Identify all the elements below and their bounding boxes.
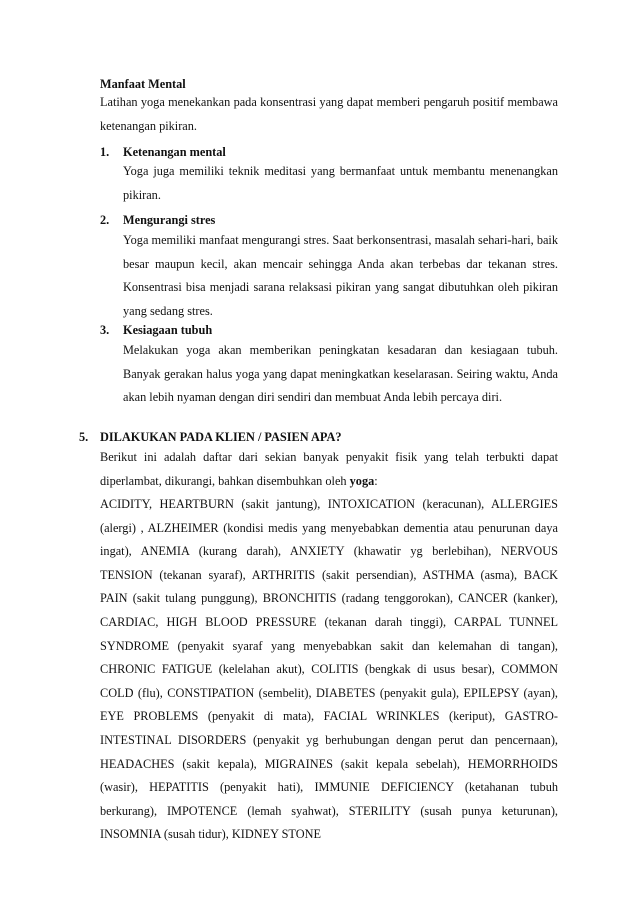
list-item-text-kesiagaan-tubuh: Melakukan yoga akan memberikan peningkatan kesadaran dan kesiagaan tubuh. Banyak gerakan halus yoga yang dapat meningkatkan keselarasan. Seiring waktu, Anda akan lebih nyaman dengan diri sendiri dan membuat Anda lebih percaya diri. — [123, 343, 558, 405]
list-item-title-kesiagaan-tubuh: Kesiagaan tubuh — [123, 323, 213, 337]
section-heading-manfaat-mental: Manfaat Mental — [100, 77, 186, 91]
disease-list-paragraph: ACIDITY, HEARTBURN (sakit jantung), INTOXICATION (keracunan), ALLERGIES (alergi) , ALZHEIMER (kondisi medis yang menyebabkan dementia atau penurunan daya ingat), ANEMIA (kurang darah), ANXIETY (khawatir yg berlebihan), NERVOUS TENSION (tekanan syaraf), ARTHRITIS (sakit persendian), ASTHMA (asma), BACK PAIN (sakit tulang punggung), BRONCHITIS (radang tenggorokan), CANCER (kanker), CARDIAC, HIGH BLOOD PRESSURE (tekanan darah tinggi), CARPAL TUNNEL SYNDROME (penyakit syaraf yang menyebabkan sakit dan kelemahan di tangan), CHRONIC FATIGUE (kelelahan akut), COLITIS (bengkak di usus besar), COMMON COLD (flu), CONSTIPATION (sembelit), DIABETES (penyakit gula), EPILEPSY (ayan), EYE PROBLEMS (penyakit di mata), FACIAL WRINKLES (keriput), GASTRO-INTESTINAL DISORDERS (penyakit yg berhubungan dengan perut dan pencernaan), HEADACHES (sakit kepala), MIGRAINES (sakit kepala sebelah), HEMORRHOIDS (wasir), HEPATITIS (penyakit hati), IMMUNIE DEFICIENCY (ketahanan tubuh berkurang), IMPOTENCE (lemah syahwat), STERILITY (susah punya keturunan), INSOMNIA (susah tidur), KIDNEY STONE — [100, 497, 558, 842]
intro-colon: : — [374, 473, 378, 488]
section5-intro-paragraph — [100, 446, 558, 493]
list-item-title-ketenangan-mental: Ketenangan mental — [123, 145, 226, 159]
intro-text: Berikut ini adalah daftar dari sekian banyak penyakit fisik yang telah terbukti dapat diperlambat, dikurangi, bahkan disembuhkan oleh — [100, 450, 558, 488]
section-heading-dilakukan-pada-klien: DILAKUKAN PADA KLIEN / PASIEN APA? — [100, 430, 342, 444]
list-item-number-2: 2. — [100, 213, 110, 227]
list-item-title-mengurangi-stres: Mengurangi stres — [123, 213, 216, 227]
list-item-number-1: 1. — [100, 145, 110, 159]
list-item-text-ketenangan-mental: Yoga juga memiliki teknik meditasi yang bermanfaat untuk membantu menenangkan pikiran. — [123, 164, 558, 202]
mental-intro-paragraph: Latihan yoga menekankan pada konsentrasi yang dapat memberi pengaruh positif membawa ketenangan pikiran. — [100, 95, 558, 133]
intro-bold-yoga: yoga — [349, 473, 375, 488]
section-number-5: 5. — [79, 430, 89, 444]
list-item-text-mengurangi-stres: Yoga memiliki manfaat mengurangi stres. Saat berkonsentrasi, masalah sehari-hari, baik besar maupun kecil, akan mencair sehingga Anda akan terbebas dar tekanan stres. Konsentrasi bisa menjadi sarana relaksasi pikiran yang sangat dibutuhkan oleh pikiran yang sedang stres. — [123, 233, 558, 318]
list-item-number-3: 3. — [100, 323, 110, 337]
